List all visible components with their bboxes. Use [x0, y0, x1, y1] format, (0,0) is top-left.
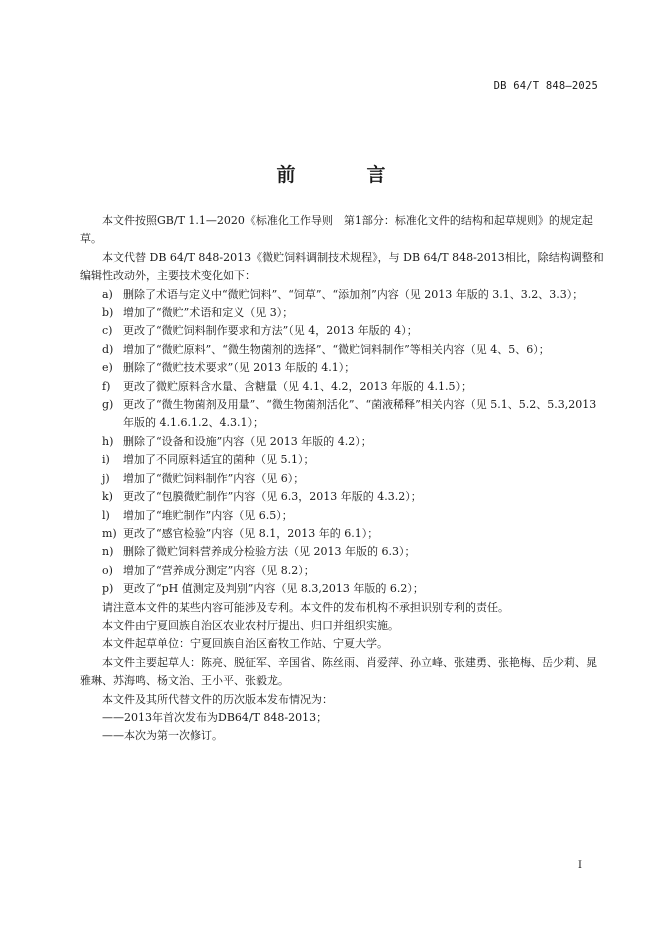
change-item [80, 378, 606, 396]
change-item-text: 更改了微贮原料含水量、含糖量（见 4.1、4.2，2013 年版的 4.1.5）； [123, 379, 472, 393]
change-item-text: 增加了不同原料适宜的菌种（见 5.1）； [123, 453, 315, 467]
change-item-text: 更改了“微生物菌剂及用量”、“微生物菌剂活化”、“菌液稀释”相关内容（见 5.1、5.2、5.3,2013 年版的 4.1.6.1.2、4.3.1）； [123, 398, 597, 430]
paragraph-history: 本文件及其所代替文件的历次版本发布情况为： [102, 692, 333, 706]
change-item-text: 增加了“营养成分测定”内容（见 8.2）； [123, 563, 315, 577]
change-item [80, 396, 606, 433]
change-item [80, 580, 606, 598]
change-item-marker: b) [102, 306, 114, 320]
paragraph-patent: 请注意本文件的某些内容可能涉及专利。本文件的发布机构不承担识别专利的责任。 [102, 600, 509, 614]
change-item [80, 341, 606, 359]
change-item-text: 增加了“微贮饲料制作”内容（见 6）； [123, 471, 305, 485]
change-item [80, 488, 606, 506]
change-item [80, 470, 606, 488]
change-item-text: 更改了“感官检验”内容（见 8.1，2013 年的 6.1）； [123, 526, 379, 540]
change-item-marker: h) [102, 434, 114, 448]
page-title: 前 言 [276, 164, 412, 186]
change-item-text: 增加了“微贮原料”、“微生物菌剂的选择”、“微贮饲料制作”等相关内容（见 4、5、6）； [123, 342, 550, 356]
paragraph-proposer: 本文件由宁夏回族自治区农业农村厅提出、归口并组织实施。 [102, 618, 399, 632]
change-item-marker: j) [102, 471, 110, 485]
change-item-text: 删除了“微贮技术要求”（见 2013 年版的 4.1）； [123, 361, 356, 375]
change-item-marker: i) [102, 453, 110, 467]
change-item [80, 433, 606, 451]
doc-code: DB 64/T 848—2025 [493, 80, 598, 92]
change-item-marker: o) [102, 563, 113, 577]
change-item [80, 543, 606, 561]
change-item-text: 更改了“微贮饲料制作要求和方法”（见 4，2013 年版的 4）； [123, 324, 418, 338]
change-item-marker: a) [102, 287, 113, 301]
change-item-marker: f) [102, 379, 111, 393]
page-number: I [578, 860, 582, 871]
paragraph-drafting-rules: 本文件按照GB/T 1.1—2020《标准化工作导则 第1部分：标准化文件的结构和起草规则》的规定起草。 [80, 214, 593, 246]
change-item [80, 451, 606, 469]
history-item: ——2013年首次发布为DB64/T 848-2013； [102, 710, 328, 724]
change-item-text: 更改了“包膜微贮制作”内容（见 6.3，2013 年版的 4.3.2）； [123, 490, 422, 504]
paragraph-replacement: 本文代替 DB 64/T 848-2013《微贮饲料调制技术规程》，与 DB 64/T 848-2013相比，除结构调整和编辑性改动外，主要技术变化如下： [80, 250, 604, 283]
change-item [80, 507, 606, 525]
change-item-marker: k) [102, 490, 113, 504]
change-item [80, 286, 606, 304]
change-item-marker: g) [102, 398, 114, 412]
change-item-marker: c) [102, 324, 113, 338]
history-item: ——本次为第一次修订。 [102, 729, 223, 743]
changes-list [80, 286, 606, 599]
change-item-text: 增加了“微贮”术语和定义（见 3）； [123, 306, 294, 320]
change-item-text: 增加了“堆贮制作”内容（见 6.5）； [123, 508, 293, 522]
change-item [80, 525, 606, 543]
change-item-text: 更改了“pH 值测定及判别”内容（见 8.3,2013 年版的 6.2）； [123, 582, 424, 596]
change-item-marker: d) [102, 342, 114, 356]
change-item-marker: l) [102, 508, 110, 522]
change-item-text: 删除了术语与定义中“微贮饲料”、“饲草”、“添加剂”内容（见 2013 年版的 3.1、3.2、3.3）； [123, 287, 584, 301]
change-item [80, 304, 606, 322]
change-item [80, 562, 606, 580]
change-item [80, 359, 606, 377]
change-item-marker: n) [102, 545, 114, 559]
foreword-body [80, 212, 606, 746]
paragraph-drafters: 本文件主要起草人：陈亮、脱征军、辛国省、陈丝雨、肖爱萍、孙立峰、张建勇、张艳梅、岳少莉、晁雅琳、苏海鸣、杨文治、王小平、张毅龙。 [80, 655, 597, 688]
paragraph-drafting-units: 本文件起草单位：宁夏回族自治区畜牧工作站、宁夏大学。 [102, 637, 388, 651]
change-item [80, 322, 606, 340]
change-item-text: 删除了微贮饲料营养成分检验方法（见 2013 年版的 6.3）； [123, 545, 416, 559]
change-item-marker: m) [102, 526, 117, 540]
change-item-marker: e) [102, 361, 113, 375]
change-item-text: 删除了“设备和设施”内容（见 2013 年版的 4.2）； [123, 434, 372, 448]
change-item-marker: p) [102, 582, 114, 596]
